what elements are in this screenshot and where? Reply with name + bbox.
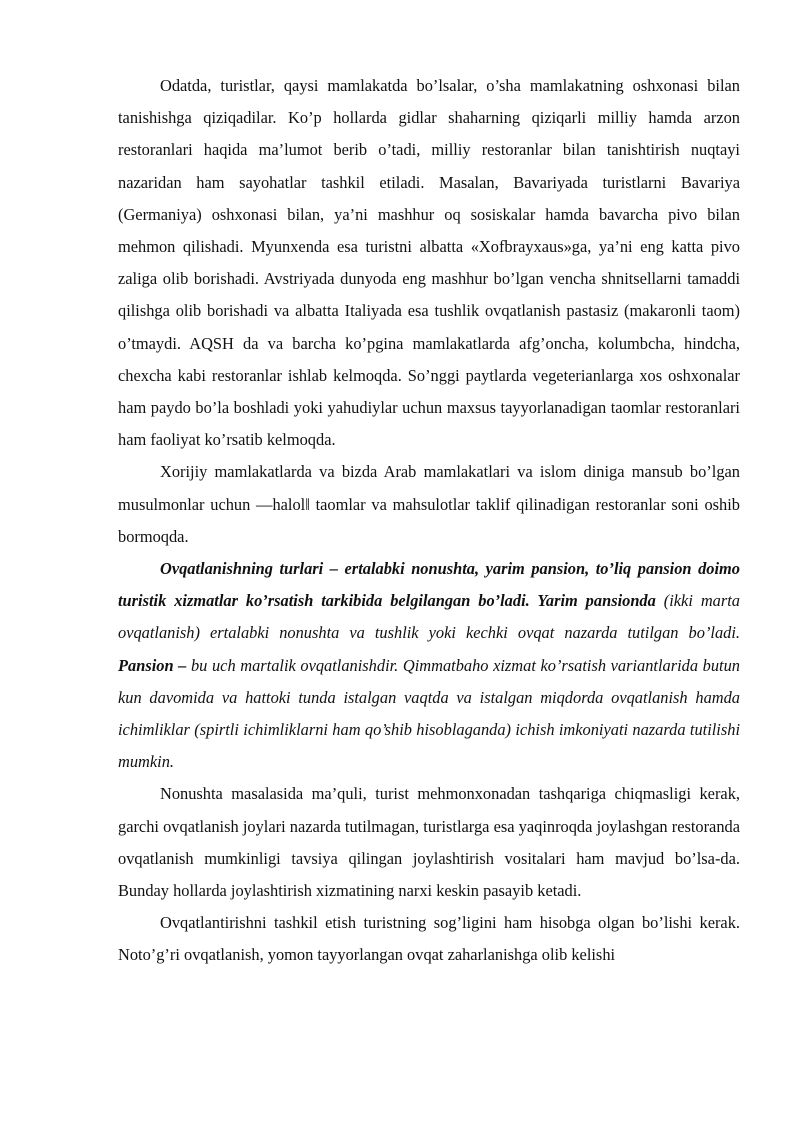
paragraph-halal-restaurants: Xorijiy mamlakatlarda va bizda Arab mamlakatlari va islom diniga mansub bo’lgan musulmonlar uchun ―halol‖ taomlar va mahsulotlar taklif qilinadigan restoranlar soni oshib bormoqda. <box>118 462 740 546</box>
document-page <box>118 70 740 972</box>
paragraph-health: Ovqatlantirishni tashkil etish turistning sog’ligini ham hisobga olgan bo’lishi kerak. Noto’g’ri ovqatlanish, yomon tayyorlangan ovqat zaharlanishga olib kelishi <box>118 913 740 965</box>
pansion-bold-term: Pansion – <box>118 655 187 675</box>
meal-types-bold-heading: Ovqatlanishning turlari – ertalabki nonushta, yarim pansion, to’liq pansion doimo turistik xizmatlar ko’rsatish tarkibida belgilangan bo’ladi. Yarim pansionda <box>118 559 740 611</box>
meal-types-text-1: (ikki marta ovqatlanish) ertalabki nonushta va tushlik yoki kechki ovqat nazarda tutilgan bo’ladi. <box>118 591 740 643</box>
paragraph-breakfast: Nonushta masalasida ma’quli, turist mehmonxonadan tashqariga chiqmasligi kerak, garchi ovqatlanish joylari nazarda tutilmagan, turistlarga esa yaqinroqda joylashgan restoranda ovqatlanish mumkinligi tavsiya qilingan joylashtirish vositalari ham mavjud bo’lsa-da. Bunday hollarda joylashtirish xizmatining narxi keskin pasayib ketadi. <box>118 784 740 901</box>
paragraph-meal-types <box>118 553 740 778</box>
meal-types-text-2: bu uch martalik ovqatlanishdir. Qimmatbaho xizmat ko’rsatish variantlarida butun kun davomida va hattoki tunda istalgan vaqtda va istalgan miqdorda ovqatlanish hamda ichimliklar (spirtli ichimliklarni ham qo’shib hisoblaganda) ichish imkoniyati nazarda tutilishi mumkin. <box>118 655 740 772</box>
paragraph-cuisine-tourism: Odatda, turistlar, qaysi mamlakatda bo’lsalar, o’sha mamlakatning oshxonasi bilan tanishishga qiziqadilar. Ko’p hollarda gidlar shaharning qiziqarli milliy hamda arzon restoranlari haqida ma’lumot berib o’tadi, milliy restoranlar bilan tanishtirish nuqtayi nazaridan ham sayohatlar tashkil etiladi. Masalan, Bavariyada turistlarni Bavariya (Germaniya) oshxonasi bilan, ya’ni mashhur oq sosiskalar hamda bavarcha pivo bilan mehmon qilishadi. Myunxenda esa turistni albatta «Xofbrayxaus»ga, ya’ni eng katta pivo zaliga olib borishadi. Avstriyada dunyoda eng mashhur bo’lgan vencha shnitsellarni tamaddi qilishga olib borishadi va albatta Italiyada esa tushlik ovqatlanish pastasiz (makaronli taom) o’tmaydi. AQSH da va barcha ko’pgina mamlakatlarda afg’oncha, kolumbcha, hindcha, chexcha kabi restoranlar ishlab kelmoqda. So’nggi paytlarda vegeterianlarga xos oshxonalar ham paydo bo’la boshladi yoki yahudiylar uchun maxsus tayyorlanadigan taomlar restoranlari ham faoliyat ko’rsatib kelmoqda. <box>118 76 740 450</box>
